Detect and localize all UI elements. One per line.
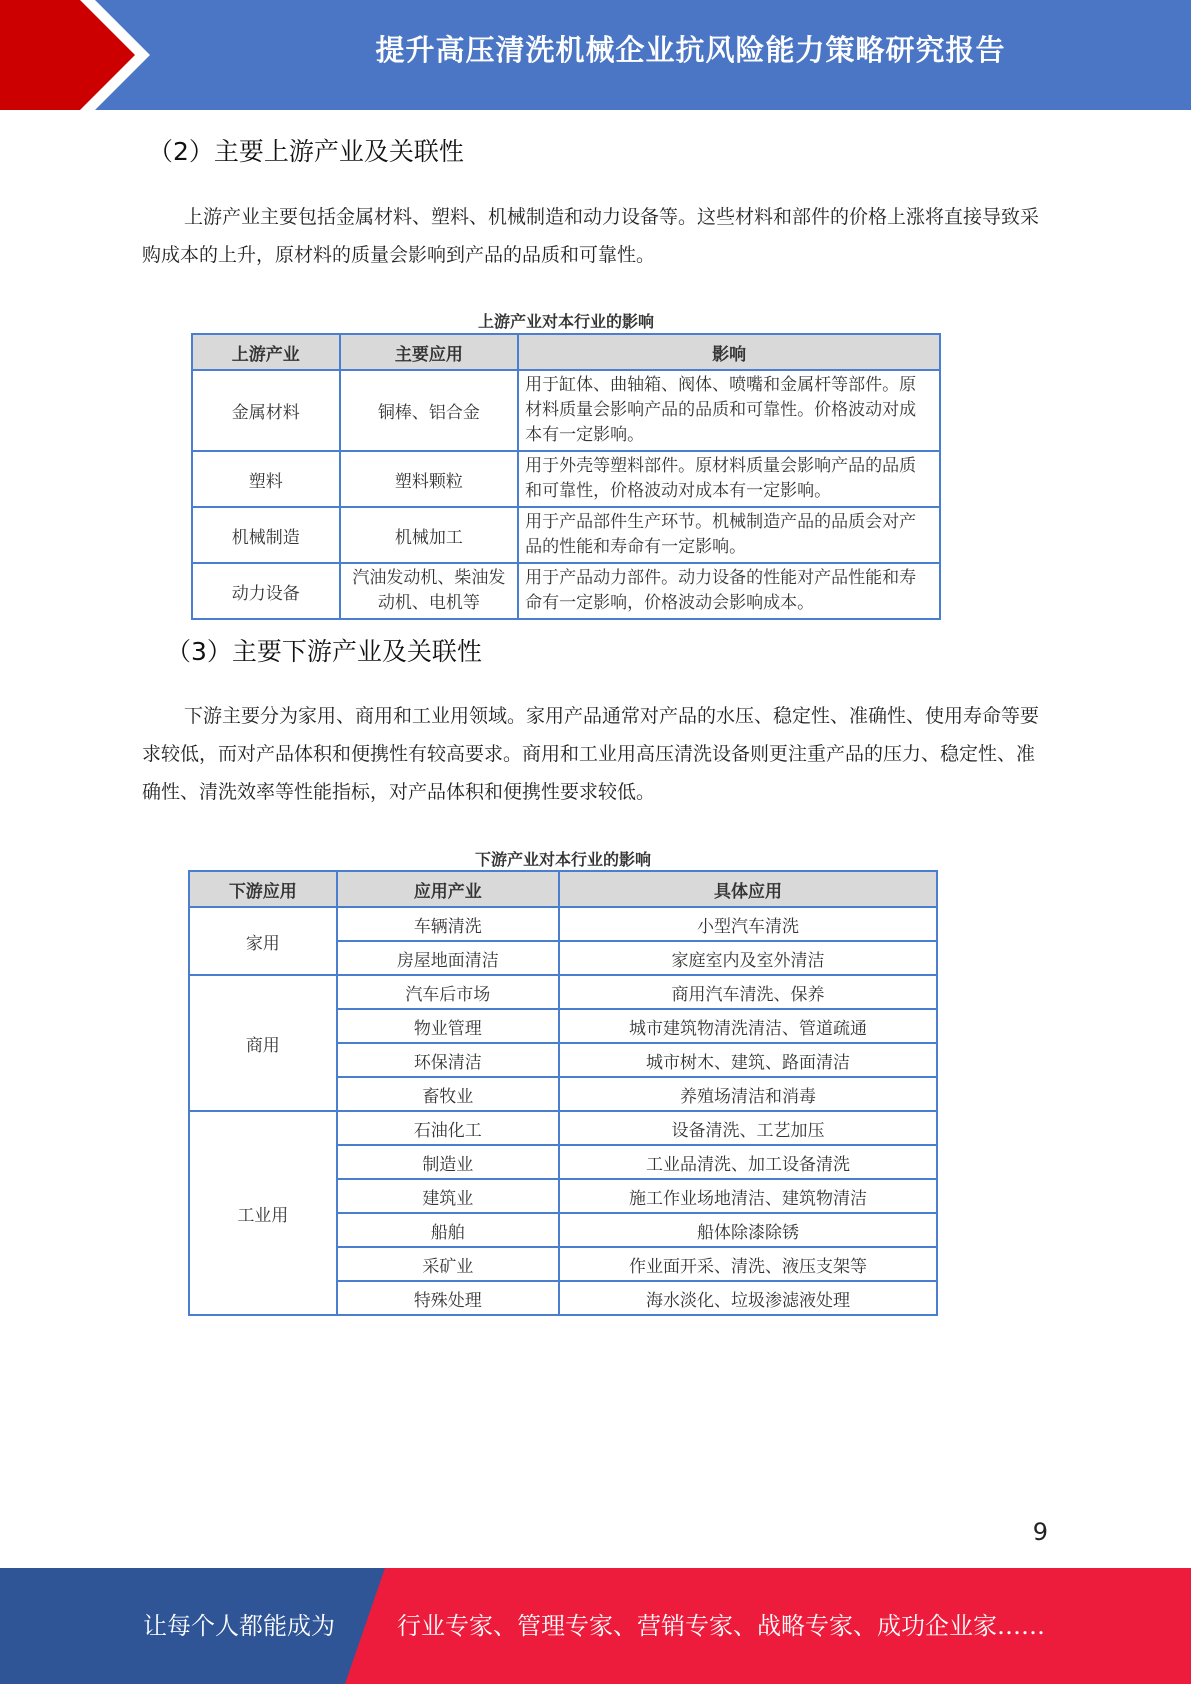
table-cell: 石油化工 (337, 1111, 559, 1145)
page-header (0, 0, 1191, 110)
column-header: 上游产业 (192, 334, 340, 370)
table-cell: 施工作业场地清洁、建筑物清洁 (559, 1179, 937, 1213)
table-cell: 塑料 (192, 451, 340, 507)
downstream-table (188, 870, 938, 1316)
paragraph-upstream: 上游产业主要包括金属材料、塑料、机械制造和动力设备等。这些材料和部件的价格上涨将直接导致采购成本的上升，原材料的质量会影响到产品的品质和可靠性。 (142, 206, 1040, 266)
table-cell: 船舶 (337, 1213, 559, 1247)
table-cell: 制造业 (337, 1145, 559, 1179)
downstream-table-caption: 下游产业对本行业的影响 (474, 850, 651, 869)
table-cell: 工业品清洗、加工设备清洗 (559, 1145, 937, 1179)
table-cell: 用于缸体、曲轴箱、阀体、喷嘴和金属杆等部件。原材料质量会影响产品的品质和可靠性。价格波动对成本有一定影响。 (518, 370, 940, 451)
table-row (192, 370, 940, 451)
paragraph-downstream: 下游主要分为家用、商用和工业用领域。家用产品通常对产品的水压、稳定性、准确性、使用寿命等要求较低，而对产品体积和便携性有较高要求。商用和工业用高压清洗设备则更注重产品的压力、稳定性、准确性、清洗效率等性能指标，对产品体积和便携性要求较低。 (142, 705, 1040, 803)
table-row (192, 507, 940, 563)
table-cell: 城市树木、建筑、路面清洁 (559, 1043, 937, 1077)
table-cell: 采矿业 (337, 1247, 559, 1281)
table-cell: 环保清洁 (337, 1043, 559, 1077)
table-cell: 汽油发动机、柴油发动机、电机等 (340, 563, 519, 619)
table-header-row (192, 334, 940, 370)
table-cell: 畜牧业 (337, 1077, 559, 1111)
table-row (189, 907, 937, 941)
section-heading-downstream: （3）主要下游产业及关联性 (166, 637, 482, 666)
table-row (192, 451, 940, 507)
table-row (192, 563, 940, 619)
table-cell: 特殊处理 (337, 1281, 559, 1315)
table-cell: 设备清洗、工艺加压 (559, 1111, 937, 1145)
table-cell: 船体除漆除锈 (559, 1213, 937, 1247)
footer-slogan-left: 让每个人都能成为 (143, 1612, 335, 1640)
column-header: 主要应用 (340, 334, 519, 370)
group-cell: 工业用 (189, 1111, 337, 1315)
table-cell: 家庭室内及室外清洁 (559, 941, 937, 975)
table-cell: 海水淡化、垃圾渗滤液处理 (559, 1281, 937, 1315)
table-cell: 动力设备 (192, 563, 340, 619)
column-header: 下游应用 (189, 871, 337, 907)
page-number: 9 (1032, 1518, 1048, 1546)
table-cell: 用于产品部件生产环节。机械制造产品的品质会对产品的性能和寿命有一定影响。 (518, 507, 940, 563)
table-cell: 城市建筑物清洗清洁、管道疏通 (559, 1009, 937, 1043)
table-cell: 用于外壳等塑料部件。原材料质量会影响产品的品质和可靠性，价格波动对成本有一定影响。 (518, 451, 940, 507)
page-footer (0, 1568, 1191, 1684)
table-cell: 建筑业 (337, 1179, 559, 1213)
footer-slogan-right: 行业专家、管理专家、营销专家、战略专家、成功企业家…… (397, 1612, 1045, 1640)
table-cell: 车辆清洗 (337, 907, 559, 941)
upstream-table (191, 333, 941, 620)
table-cell: 作业面开采、清洗、液压支架等 (559, 1247, 937, 1281)
table-cell: 汽车后市场 (337, 975, 559, 1009)
column-header: 应用产业 (337, 871, 559, 907)
section-heading-upstream: （2）主要上游产业及关联性 (148, 137, 464, 166)
report-title: 提升高压清洗机械企业抗风险能力策略研究报告 (375, 33, 1006, 67)
column-header: 具体应用 (559, 871, 937, 907)
table-cell: 金属材料 (192, 370, 340, 451)
table-header-row (189, 871, 937, 907)
table-cell: 机械加工 (340, 507, 519, 563)
table-cell: 商用汽车清洗、保养 (559, 975, 937, 1009)
table-cell: 铜棒、铝合金 (340, 370, 519, 451)
table-cell: 用于产品动力部件。动力设备的性能对产品性能和寿命有一定影响，价格波动会影响成本。 (518, 563, 940, 619)
table-cell: 养殖场清洁和消毒 (559, 1077, 937, 1111)
table-cell: 小型汽车清洗 (559, 907, 937, 941)
table-cell: 物业管理 (337, 1009, 559, 1043)
group-cell: 商用 (189, 975, 337, 1111)
table-cell: 塑料颗粒 (340, 451, 519, 507)
table-row (189, 975, 937, 1009)
upstream-table-caption: 上游产业对本行业的影响 (477, 312, 654, 331)
table-row (189, 1111, 937, 1145)
group-cell: 家用 (189, 907, 337, 975)
table-cell: 房屋地面清洁 (337, 941, 559, 975)
table-cell: 机械制造 (192, 507, 340, 563)
column-header: 影响 (518, 334, 940, 370)
